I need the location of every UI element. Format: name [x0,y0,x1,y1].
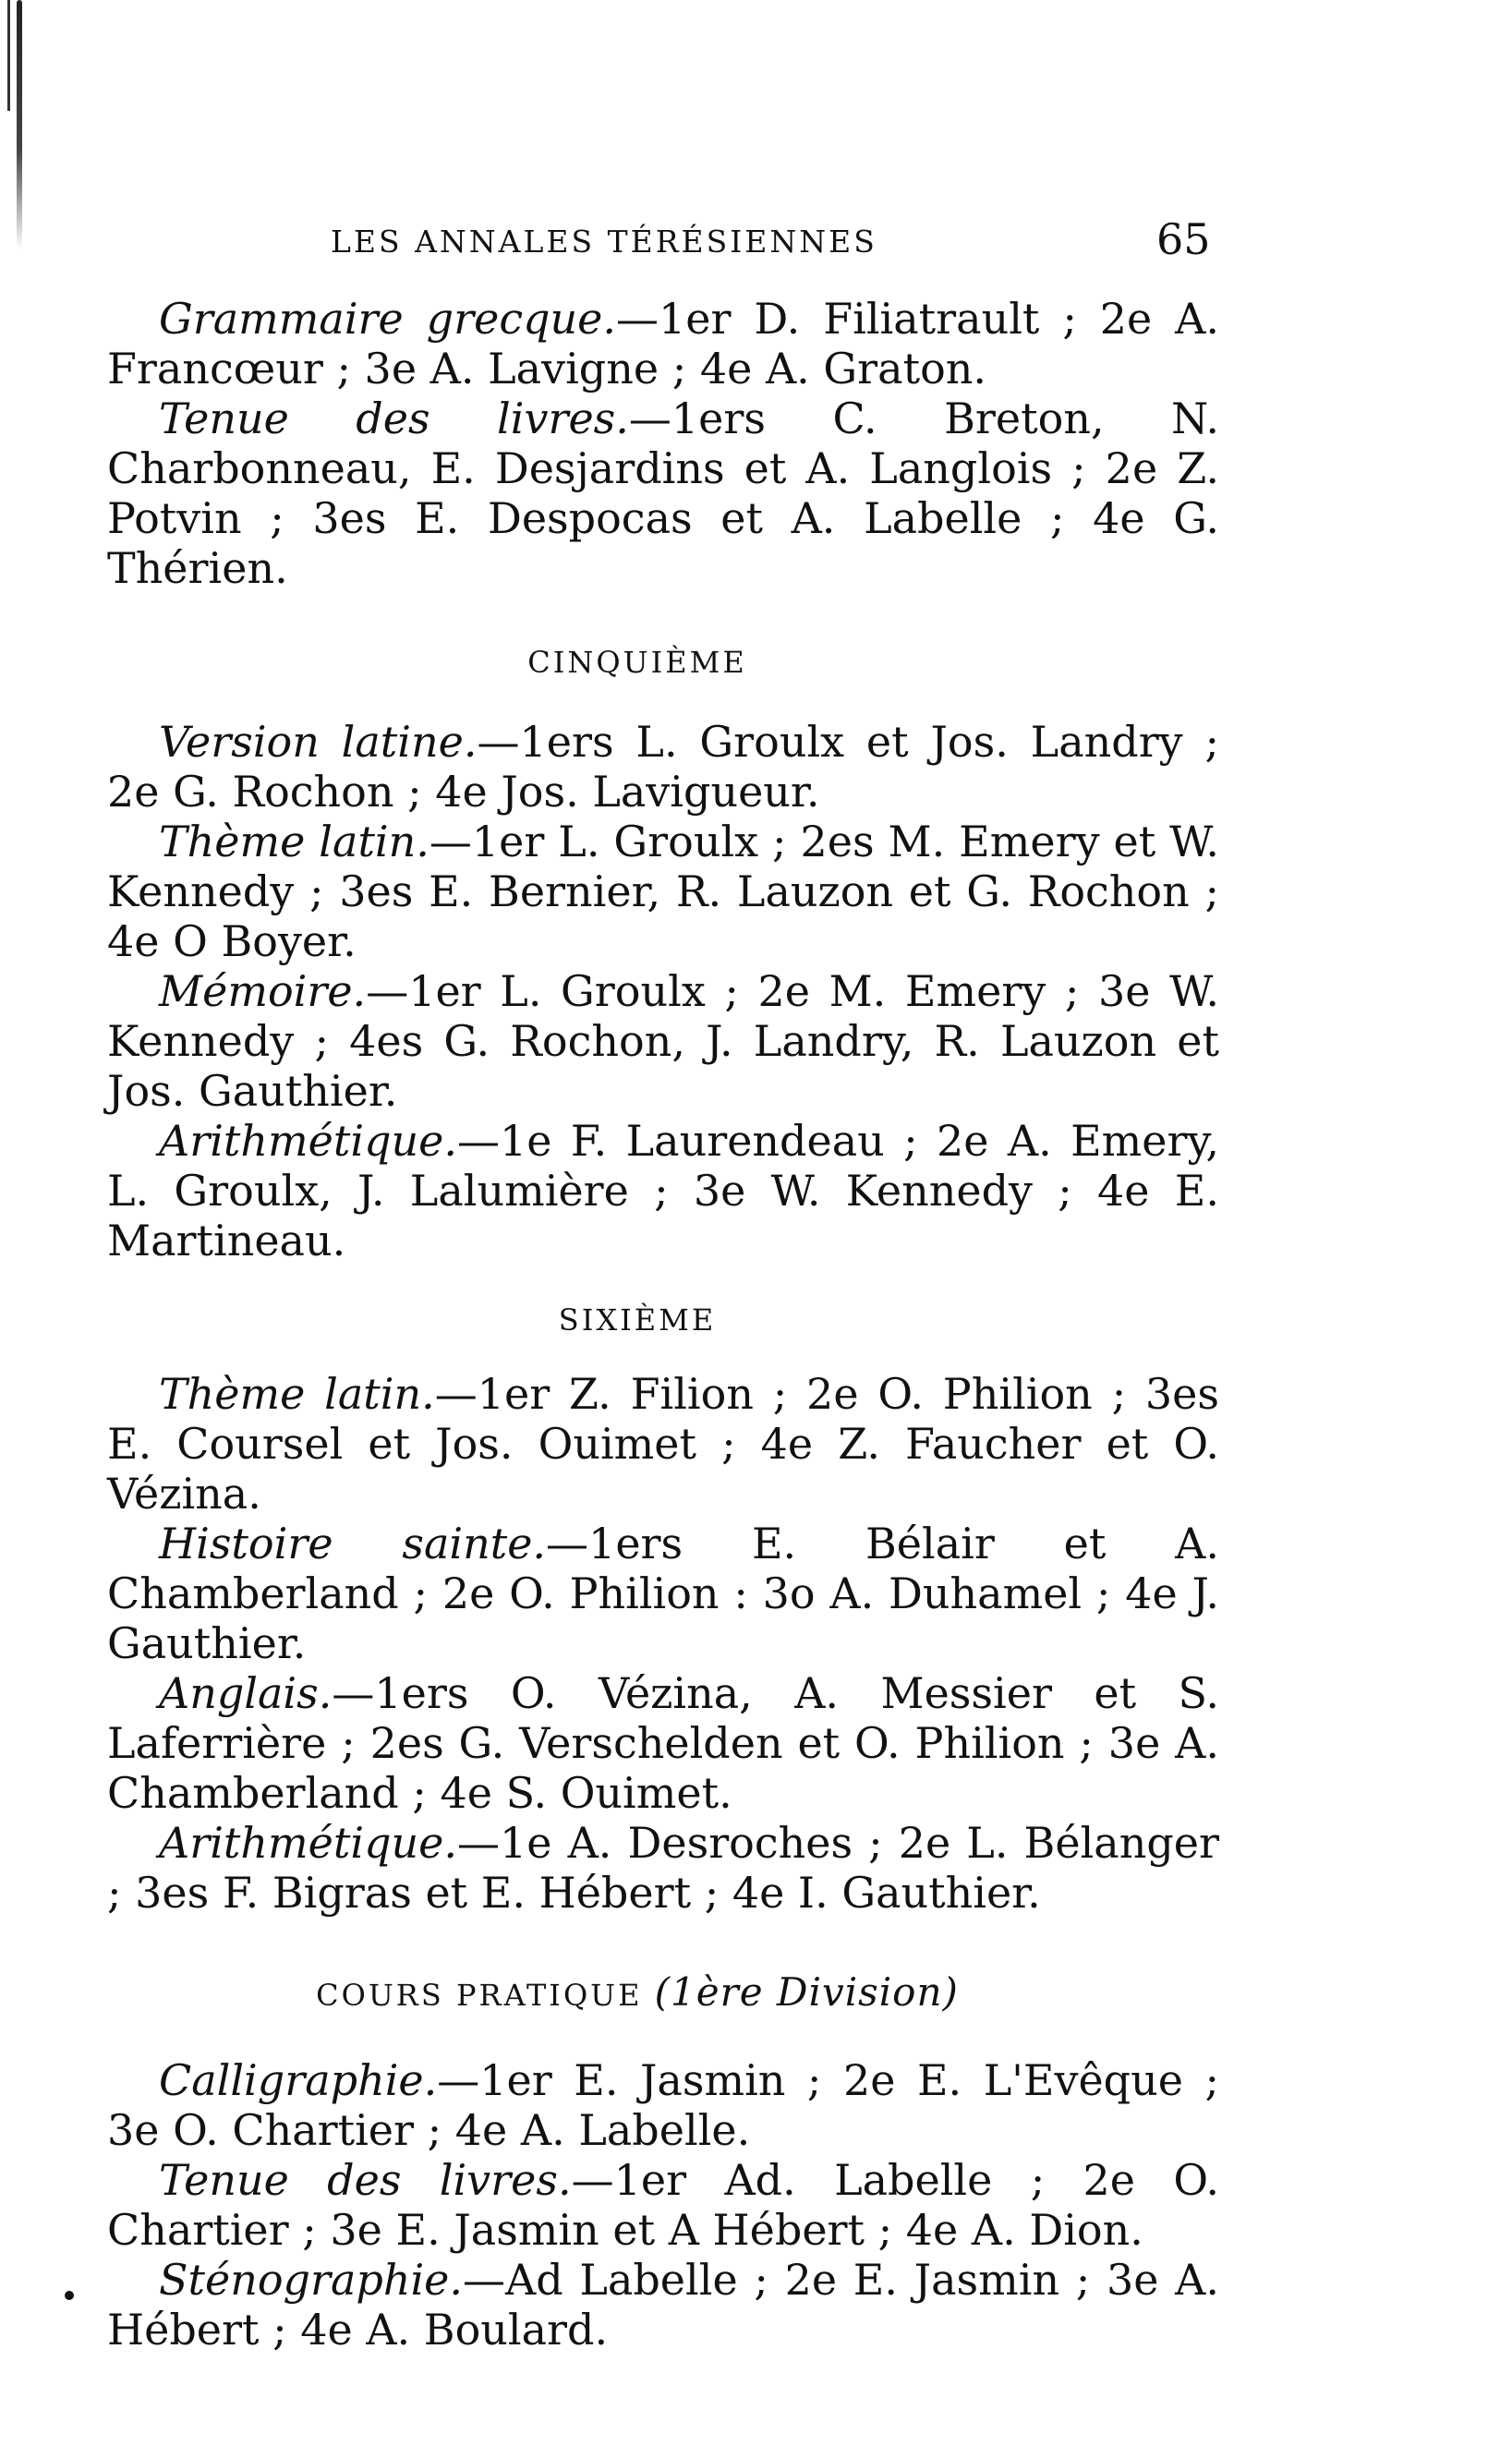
subject-title: Histoire sainte. [159,1519,547,1568]
subject-title: Version latine. [159,717,478,767]
prize-paragraph [55,394,1219,593]
subject-title: Mémoire. [159,966,367,1016]
prize-paragraph [55,2255,1219,2355]
subject-title: Arithmétique. [159,1116,457,1166]
running-head [0,214,1512,270]
prize-paragraph [55,1668,1219,1818]
prize-paragraph [55,1818,1219,1918]
section-heading-sixieme: SIXIÈME [558,1302,717,1338]
running-head-title: LES ANNALES TÉRÉSIENNES [331,224,877,260]
prize-list: —Ad Labelle ; 2e E. Jasmin ; 3e A. Hébert ; 4e A. Boulard. [107,2255,1219,2355]
prize-list: —1ers O. Vézina, A. Messier et S. Laferrière ; 2es G. Verschelden et O. Philion ; 3e A. Chamberland ; 4e S. Ouimet. [107,1668,1219,1818]
prize-list: —1e F. Laurendeau ; 2e A. Emery, L. Groulx, J. Lalumière ; 3e W. Kennedy ; 4e E. Martineau. [107,1116,1219,1265]
ink-dot [65,2291,74,2300]
page-number: 65 [1156,214,1211,264]
page-body [55,294,1219,2355]
subject-title: Thème latin. [159,817,429,866]
prize-list: —1er Z. Filion ; 2e O. Philion ; 3es E. Coursel et Jos. Ouimet ; 4e Z. Faucher et O. Vézina. [107,1369,1219,1519]
section-heading-cinquieme: CINQUIÈME [527,645,747,680]
prize-paragraph [55,717,1219,817]
subject-title: Thème latin. [159,1369,435,1419]
prize-list: —1ers E. Bélair et A. Chamberland ; 2e O. Philion : 3o A. Duhamel ; 4e J. Gauthier. [107,1519,1219,1668]
prize-paragraph [55,2155,1219,2255]
prize-paragraph [55,1519,1219,1668]
prize-list: —1e A. Desroches ; 2e L. Bélanger ; 3es F. Bigras et E. Hébert ; 4e I. Gauthier. [107,1818,1219,1918]
prize-paragraph [55,294,1219,394]
subject-title: Calligraphie. [159,2055,438,2105]
prize-list: —1er E. Jasmin ; 2e E. L'Evêque ; 3e O. Chartier ; 4e A. Labelle. [107,2055,1219,2155]
prize-list: —1ers L. Groulx et Jos. Landry ; 2e G. Rochon ; 4e Jos. Lavigueur. [107,717,1219,817]
prize-list: —1er Ad. Labelle ; 2e O. Chartier ; 3e E. Jasmin et A Hébert ; 4e A. Dion. [107,2155,1219,2255]
binding-edge-shadow [17,0,22,249]
prize-paragraph [55,1369,1219,1519]
section-heading-cours-pratique [55,1969,1219,2015]
subject-title: Arithmétique. [159,1818,457,1868]
section-heading-division: (1ère Division) [654,1969,959,2015]
subject-title: Sténographie. [159,2255,464,2305]
section-heading-label: COURS PRATIQUE [316,1978,643,2013]
binding-edge-line [7,0,10,111]
prize-list: —1er L. Groulx ; 2e M. Emery ; 3e W. Kennedy ; 4es G. Rochon, J. Landry, R. Lauzon et Jos. Gauthier. [107,966,1219,1116]
subject-title: Anglais. [159,1668,333,1718]
prize-list: —1ers C. Breton, N. Charbonneau, E. Desjardins et A. Langlois ; 2e Z. Potvin ; 3es E. Despocas et A. Labelle ; 4e G. Thérien. [107,394,1219,593]
prize-paragraph [55,2055,1219,2155]
subject-title: Tenue des livres. [159,394,629,443]
prize-paragraph [55,817,1219,966]
subject-title: Tenue des livres. [159,2155,572,2205]
prize-list: —1er L. Groulx ; 2es M. Emery et W. Kennedy ; 3es E. Bernier, R. Lauzon et G. Rochon ; 4e O Boyer. [107,817,1219,966]
prize-list: —1er D. Filiatrault ; 2e A. Francœur ; 3e A. Lavigne ; 4e A. Graton. [107,294,1219,394]
prize-paragraph [55,966,1219,1116]
prize-paragraph [55,1116,1219,1265]
subject-title: Grammaire grecque. [159,294,617,344]
